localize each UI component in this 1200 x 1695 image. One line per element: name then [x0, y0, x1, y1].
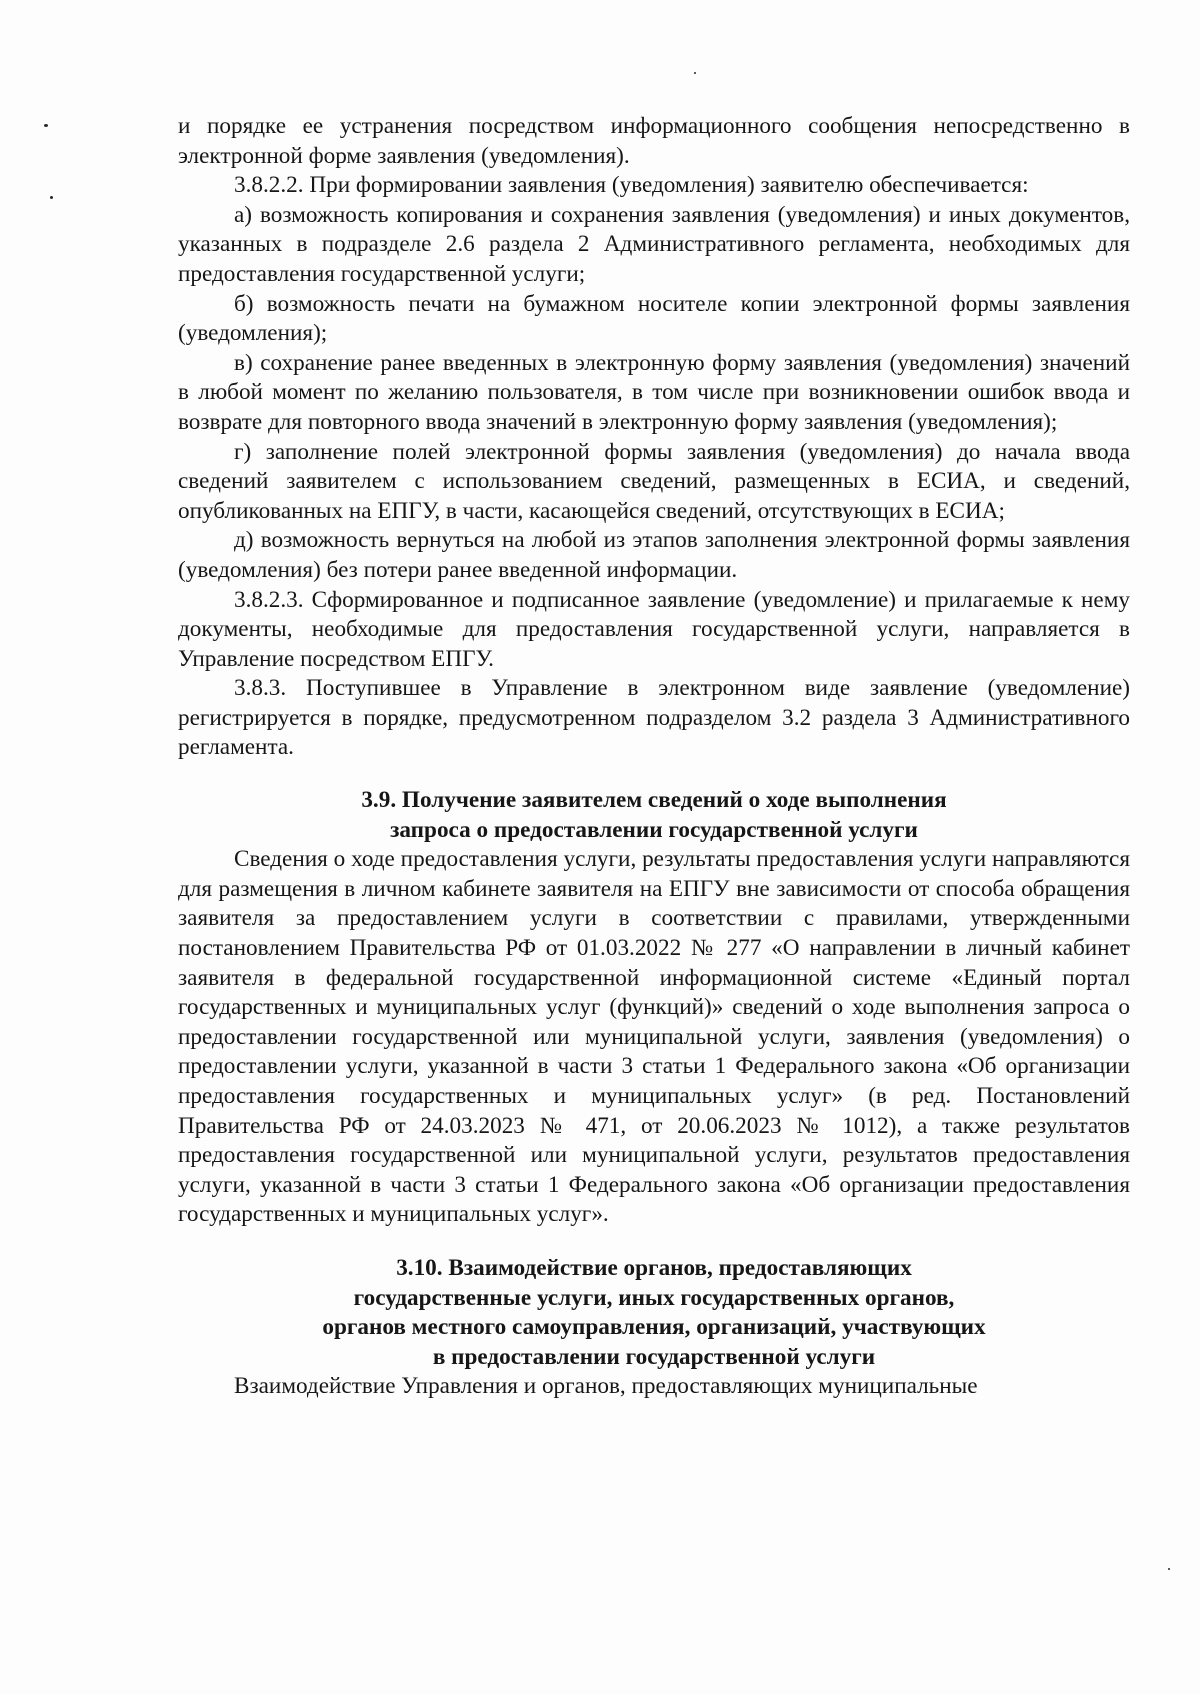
section-heading-3-10-line-1: 3.10. Взаимодействие органов, предоставляющих: [396, 1254, 912, 1281]
paragraph-3-8-2-2: 3.8.2.2. При формировании заявления (уведомления) заявителю обеспечивается:: [234, 172, 1029, 199]
list-item-d: д) возможность вернуться на любой из этапов заполнения электронной формы заявления (уведомления) без потери ранее введенной информации.: [178, 527, 1130, 583]
scan-speck: [694, 72, 696, 74]
list-item-b: б) возможность печати на бумажном носителе копии электронной формы заявления (уведомления);: [178, 290, 1130, 347]
section-heading-3-9-line-1: 3.9. Получение заявителем сведений о ходе выполнения: [361, 787, 947, 814]
paragraph: и порядке ее устранения посредством информационного сообщения непосредственно в электронной форме заявления (уведомления).: [178, 113, 1130, 169]
list-item-g: г) заполнение полей электронной формы заявления (уведомления) до начала ввода сведений заявителем с использованием сведений, размещенных в ЕСИА, и сведений, опубликованных на ЕПГУ, в части, касающейся сведений, отсутствующих в ЕСИА;: [178, 438, 1130, 524]
document-text: [178, 112, 1130, 1402]
spacer: [178, 1230, 1130, 1254]
paragraph-3-8-3: 3.8.3. Поступившее в Управление в электронном виде заявление (уведомление) регистрируется в порядке, предусмотренном подразделом 3.2 раздела 3 Административного регламента.: [178, 675, 1130, 761]
section-heading-3-10-line-2: государственные услуги, иных государственных органов,: [353, 1284, 955, 1311]
list-item-v: в) сохранение ранее введенных в электронную форму заявления (уведомления) значений в любой момент по желанию пользователя, в том числе при возникновении ошибок ввода и возврате для повторного ввода значений в электронную форму заявления (уведомления);: [178, 349, 1130, 435]
section-heading-3-9-line-2: запроса о предоставлении государственной услуги: [390, 816, 918, 843]
spacer: [178, 763, 1130, 786]
section-3-9-paragraph: Сведения о ходе предоставления услуги, результаты предоставления услуги направляются для размещения в личном кабинете заявителя на ЕПГУ вне зависимости от способа обращения заявителя за предоставлением услуги в соответствии с правилами, утвержденными постановлением Правительства РФ от 01.03.2022 № 277 «О направлении в личный кабинет заявителя в федеральной государственной информационной системе «Единый портал государственных и муниципальных услуг (функций)» сведений о ходе выполнения запроса о предоставлении государственной или муниципальной услуги, заявления (уведомления) о предоставлении услуги, указанной в части 3 статьи 1 Федерального закона «Об организации предоставления государственных и муниципальных услуг» (в ред. Постановлений Правительства РФ от 24.03.2023 № 471, от 20.06.2023 № 1012), а также результатов предоставления государственной или муниципальной услуги, результатов предоставления услуги, указанной в части 3 статьи 1 Федерального закона «Об организации предоставления государственных и муниципальных услуг».: [178, 846, 1130, 1228]
section-3-10-paragraph: Взаимодействие Управления и органов, предоставляющих муниципальные: [234, 1373, 978, 1400]
scan-speck: [1168, 1568, 1170, 1570]
list-item-a: а) возможность копирования и сохранения заявления (уведомления) и иных документов, указанных в подразделе 2.6 раздела 2 Административного регламента, необходимых для предоставления государственной услуги;: [178, 201, 1130, 287]
scan-speck: [44, 124, 48, 127]
scan-speck: [50, 196, 53, 199]
section-heading-3-10-line-4: в предоставлении государственной услуги: [432, 1343, 876, 1370]
paragraph-3-8-2-3: 3.8.2.3. Сформированное и подписанное заявление (уведомление) и прилагаемые к нему документы, необходимые для предоставления государственной услуги, направляется в Управление посредством ЕПГУ.: [178, 586, 1130, 672]
section-heading-3-10-line-3: органов местного самоуправления, организаций, участвующих: [322, 1314, 986, 1341]
